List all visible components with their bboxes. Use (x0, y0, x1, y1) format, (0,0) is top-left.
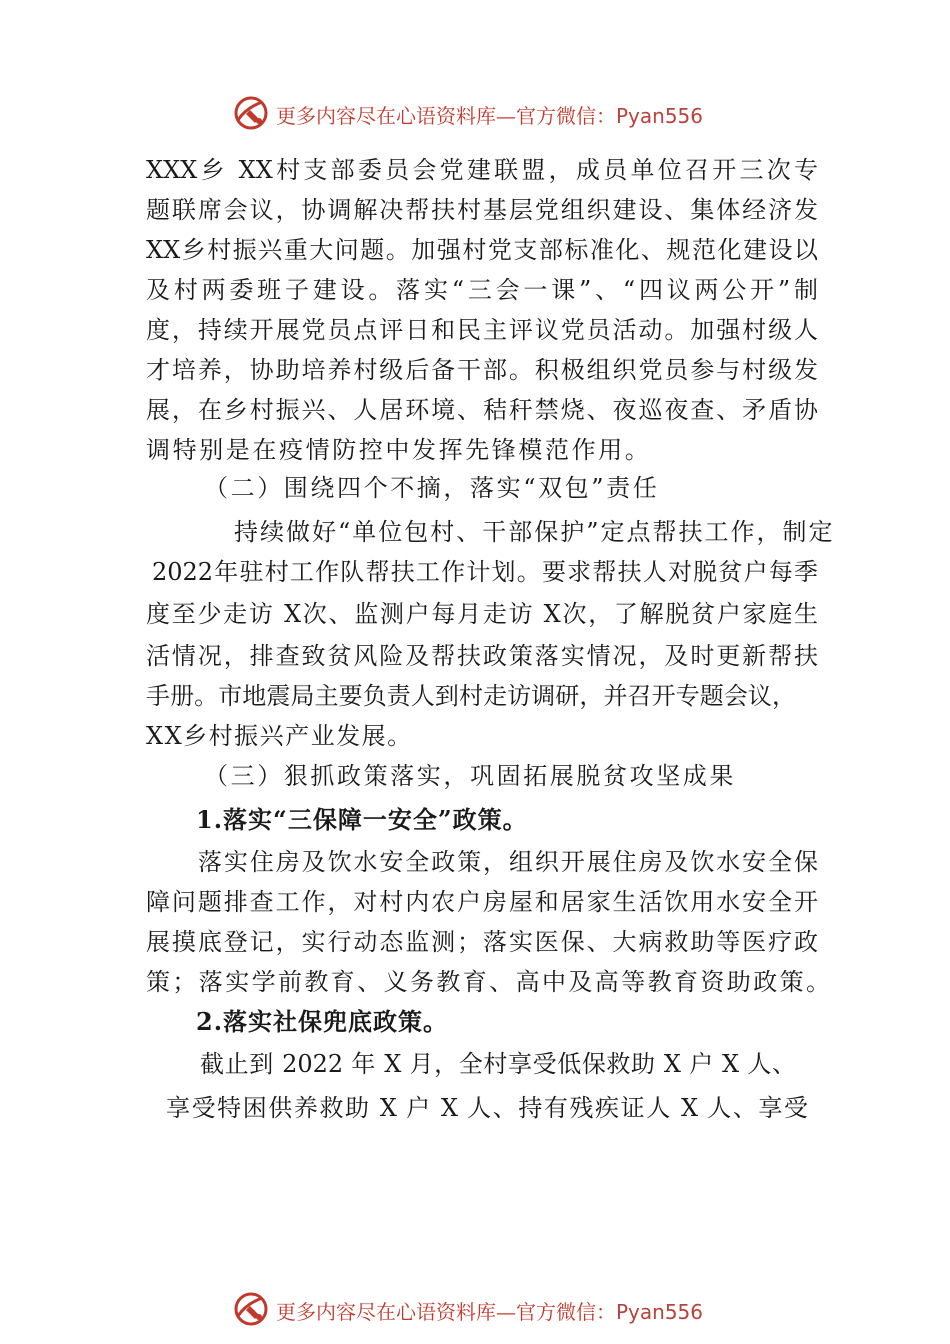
watermark-prefix: 更多内容尽在心语资料库 (276, 1300, 496, 1324)
section-heading: （三）狠抓政策落实，巩固拓展脱贫攻坚成果 (204, 762, 736, 790)
paragraph-line: 截止到 2022 年 X 月，全村享受低保救助 X 户 X 人、 (200, 1050, 796, 1078)
paragraph-line: 手册。市地震局主要负责人到村走访调研，并召开专题会议， (146, 682, 796, 710)
paragraph-line: 2022年驻村工作队帮扶工作计划。要求帮扶人对脱贫户每季 (152, 558, 818, 586)
paragraph-line: 才培养，协助培养村级后备干部。积极组织党员参与村级发 (146, 356, 818, 384)
subsection-heading: 2.落实社保兜底政策。 (196, 1007, 449, 1036)
watermark-text (276, 100, 703, 129)
paragraph-line: 策；落实学前教育、义务教育、高中及高等教育资助政策。 (146, 968, 833, 996)
paragraph-line: 及村两委班子建设。落实“三会一课”、“四议两公开”制 (146, 276, 818, 304)
paragraph-line: 活情况，排查致贫风险及帮扶政策落实情况，及时更新帮扶 (146, 642, 818, 670)
paragraph-line: 落实住房及饮水安全政策，组织开展住房及饮水安全保 (198, 848, 818, 876)
paragraph-line: 度，持续开展党员点评日和民主评议党员活动。加强村级人 (146, 316, 818, 344)
paragraph-line: XX乡村振兴产业发展。 (146, 722, 413, 750)
paragraph-line: 享受特困供养救助 X 户 X 人、持有残疾证人 X 人、享受 (166, 1094, 808, 1122)
footer-watermark (0, 1288, 950, 1332)
watermark-separator: — (496, 1300, 516, 1324)
section-heading: （二）围绕四个不摘，落实“双包”责任 (204, 474, 660, 502)
paragraph-line: 调特别是在疫情防控中发挥先锋模范作用。 (146, 436, 652, 464)
paragraph-line: 题联席会议，协调解决帮扶村基层党组织建设、集体经济发 (146, 196, 818, 224)
pen-logo-icon (232, 94, 270, 132)
watermark-prefix: 更多内容尽在心语资料库 (276, 104, 496, 128)
paragraph-line: XX乡村振兴重大问题。加强村党支部标准化、规范化建设以 (146, 236, 818, 264)
header-watermark (0, 92, 950, 136)
watermark-wechat-id: Pyan556 (616, 1300, 704, 1324)
paragraph-line: 障问题排查工作，对村内农户房屋和居家生活饮用水安全开 (146, 888, 818, 916)
paragraph-line: 展，在乡村振兴、人居环境、秸秆禁烧、夜巡夜查、矛盾协 (146, 396, 818, 424)
watermark-wechat-id: Pyan556 (616, 104, 704, 128)
pen-logo-icon (232, 1290, 270, 1328)
subsection-heading: 1.落实“三保障一安全”政策。 (196, 805, 528, 834)
paragraph-line: 持续做好“单位包村、干部保护”定点帮扶工作，制定 (234, 518, 835, 546)
paragraph-line: 展摸底登记，实行动态监测；落实医保、大病救助等医疗政 (146, 928, 818, 956)
watermark-text (276, 1296, 703, 1325)
watermark-separator: — (496, 104, 516, 128)
paragraph-line: 度至少走访 X次、监测户每月走访 X次，了解脱贫户家庭生 (146, 600, 818, 628)
watermark-subtitle: 官方微信： (516, 104, 616, 128)
paragraph-line: XXX乡 XX村支部委员会党建联盟，成员单位召开三次专 (146, 156, 818, 184)
watermark-subtitle: 官方微信： (516, 1300, 616, 1324)
